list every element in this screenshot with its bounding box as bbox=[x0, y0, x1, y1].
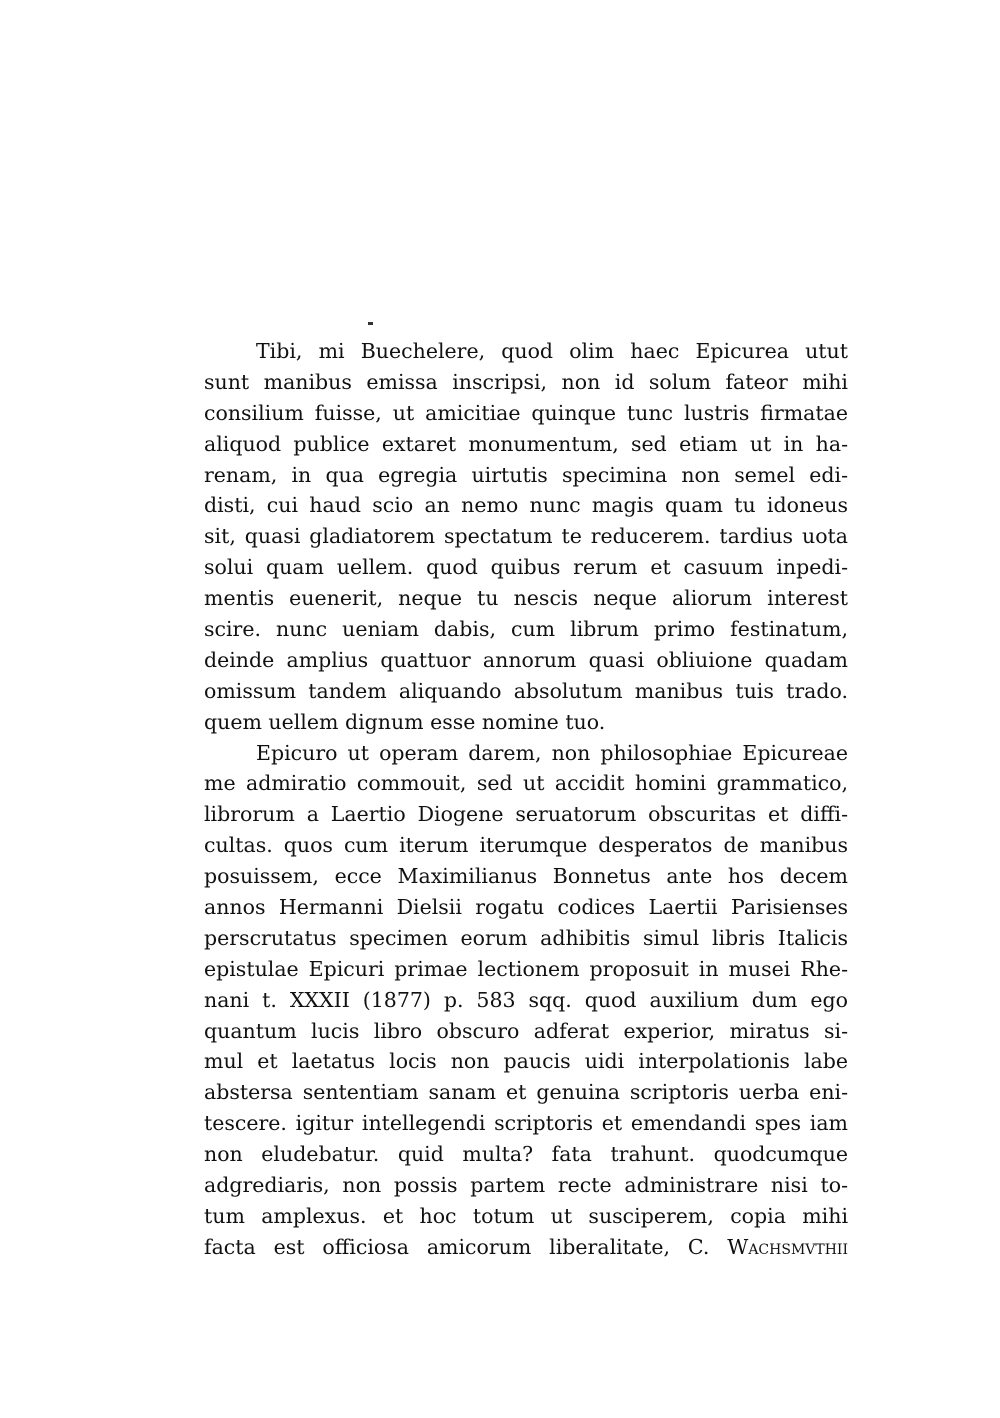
text-line: me admiratio commouit, sed ut accidit homini grammatico, bbox=[204, 771, 848, 796]
text-line: aliquod publice extaret monumentum, sed etiam ut in ha- bbox=[204, 431, 848, 456]
text-line: annos Hermanni Dielsii rogatu codices Laertii Parisienses bbox=[204, 895, 848, 920]
text-line: solui quam uellem. quod quibus rerum et casuum inpedi- bbox=[204, 555, 848, 580]
text-line: quantum lucis libro obscuro adferat experior, miratus si- bbox=[204, 1018, 848, 1043]
text-line: quem uellem dignum esse nomine tuo. bbox=[204, 709, 606, 734]
text-line-final-prefix: facta est officiosa amicorum liberalitate, C. bbox=[204, 1234, 710, 1259]
body-text bbox=[204, 336, 848, 1263]
text-line: tescere. igitur intellegendi scriptoris et emendandi spes iam bbox=[204, 1111, 848, 1136]
author-name: Wachsmvthii bbox=[727, 1234, 848, 1259]
text-line: nani t. XXXII (1877) p. 583 sqq. quod auxilium dum ego bbox=[204, 987, 848, 1012]
text-line: posuissem, ecce Maximilianus Bonnetus ante hos decem bbox=[204, 864, 848, 889]
text-line: mul et laetatus locis non paucis uidi interpolationis labe bbox=[204, 1049, 848, 1074]
text-line: disti, cui haud scio an nemo nunc magis quam tu idoneus bbox=[204, 493, 848, 518]
text-line: deinde amplius quattuor annorum quasi obliuione quadam bbox=[204, 647, 848, 672]
text-line: Epicuro ut operam darem, non philosophiae Epicureae bbox=[256, 740, 848, 765]
page-mark bbox=[368, 322, 373, 325]
text-line: librorum a Laertio Diogene seruatorum obscuritas et diffi- bbox=[204, 802, 848, 827]
text-line: non eludebatur. quid multa? fata trahunt. quodcumque bbox=[204, 1142, 848, 1167]
text-line: consilium fuisse, ut amicitiae quinque tunc lustris firmatae bbox=[204, 400, 848, 425]
text-line: Tibi, mi Buechelere, quod olim haec Epicurea utut bbox=[256, 339, 848, 363]
text-line: sunt manibus emissa inscripsi, non id solum fateor mihi bbox=[204, 369, 848, 394]
text-line: tum amplexus. et hoc totum ut susciperem, copia mihi bbox=[204, 1203, 848, 1228]
text-line-final bbox=[204, 1232, 848, 1263]
text-line: omissum tandem aliquando absolutum manibus tuis trado. bbox=[204, 678, 848, 703]
text-line: sit, quasi gladiatorem spectatum te reducerem. tardius uota bbox=[204, 524, 848, 549]
text-line: adgrediaris, non possis partem recte administrare nisi to- bbox=[204, 1173, 848, 1198]
text-line: abstersa sententiam sanam et genuina scriptoris uerba eni- bbox=[204, 1080, 848, 1105]
text-line: scire. nunc ueniam dabis, cum librum primo festinatum, bbox=[204, 617, 848, 642]
text-line: perscrutatus specimen eorum adhibitis simul libris Italicis bbox=[204, 925, 848, 950]
text-line: mentis euenerit, neque tu nescis neque aliorum interest bbox=[204, 586, 848, 611]
text-line: epistulae Epicuri primae lectionem proposuit in musei Rhe- bbox=[204, 956, 848, 981]
text-line: cultas. quos cum iterum iterumque desperatos de manibus bbox=[204, 833, 848, 858]
text-line: renam, in qua egregia uirtutis specimina non semel edi- bbox=[204, 462, 848, 487]
